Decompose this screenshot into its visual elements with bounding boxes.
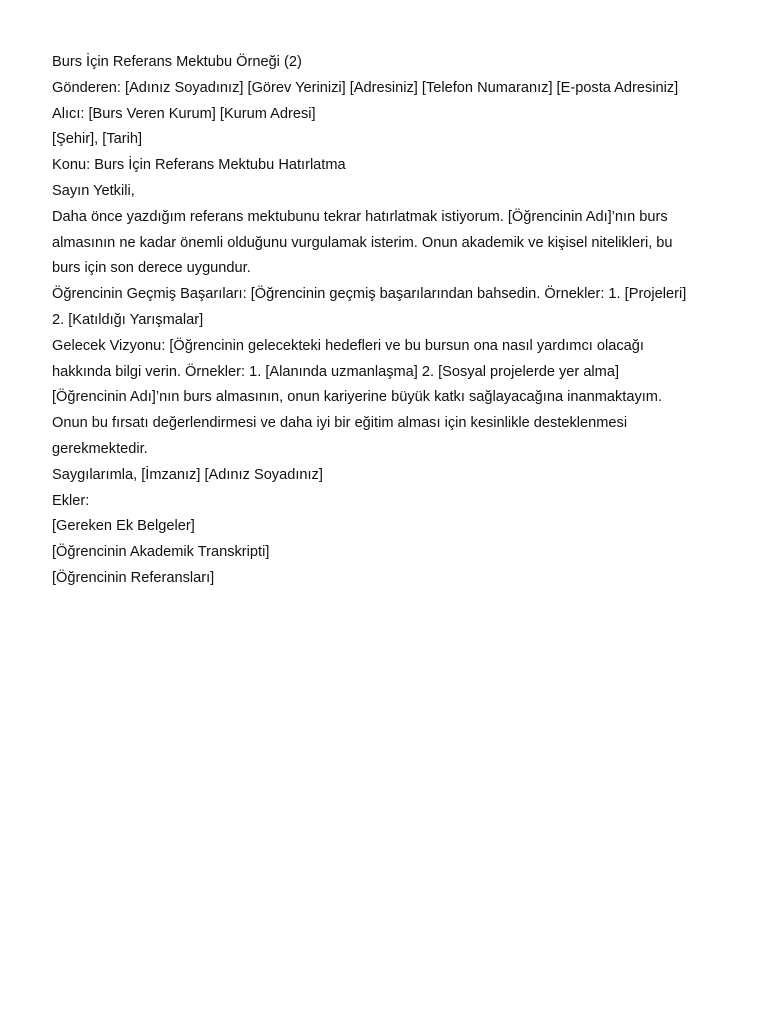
document-title: Burs İçin Referans Mektubu Örneği (2) — [52, 54, 302, 70]
recipient-line: Alıcı: [Burs Veren Kurum] [Kurum Adresi] — [52, 105, 316, 122]
body-line: [Öğrencinin Adı]’nın burs almasının, onun kariyerine büyük katkı sağlayacağına inanmaktayım. — [52, 389, 663, 406]
salutation-line: Sayın Yetkili, — [52, 182, 135, 199]
body-line: burs için son derece uygundur. — [52, 260, 251, 277]
body-line: Gelecek Vizyonu: [Öğrencinin gelecekteki hedefleri ve bu bursun ona nasıl yardımcı olacağı — [52, 337, 644, 354]
letter-document — [52, 50, 732, 592]
attachment-item: [Öğrencinin Akademik Transkripti] — [52, 544, 270, 561]
body-line: gerekmektedir. — [52, 440, 148, 457]
attachment-item: [Öğrencinin Referansları] — [52, 569, 215, 586]
body-line: 2. [Katıldığı Yarışmalar] — [52, 311, 204, 328]
body-line: hakkında bilgi verin. Örnekler: 1. [Alanında uzmanlaşma] 2. [Sosyal projelerde yer alma] — [52, 363, 620, 380]
attachment-item: [Gereken Ek Belgeler] — [52, 518, 195, 535]
closing-line: Saygılarımla, [İmzanız] [Adınız Soyadınız] — [52, 466, 323, 483]
sender-line: Gönderen: [Adınız Soyadınız] [Görev Yerinizi] [Adresiniz] [Telefon Numaranız] [E-posta Adresiniz] — [52, 79, 679, 96]
body-line: Onun bu fırsatı değerlendirmesi ve daha iyi bir eğitim alması için kesinlikle desteklenmesi — [52, 415, 628, 432]
body-line: almasının ne kadar önemli olduğunu vurgulamak isterim. Onun akademik ve kişisel nitelikleri, bu — [52, 234, 673, 251]
body-line: Öğrencinin Geçmiş Başarıları: [Öğrencinin geçmiş başarılarından bahsedin. Örnekler: 1. [Projeleri] — [52, 286, 687, 303]
city-date-line: [Şehir], [Tarih] — [52, 131, 143, 148]
subject-line: Konu: Burs İçin Referans Mektubu Hatırlatma — [52, 157, 346, 174]
body-line: Daha önce yazdığım referans mektubunu tekrar hatırlatmak istiyorum. [Öğrencinin Adı]’nın burs — [52, 208, 668, 225]
attachments-label: Ekler: — [52, 492, 90, 509]
